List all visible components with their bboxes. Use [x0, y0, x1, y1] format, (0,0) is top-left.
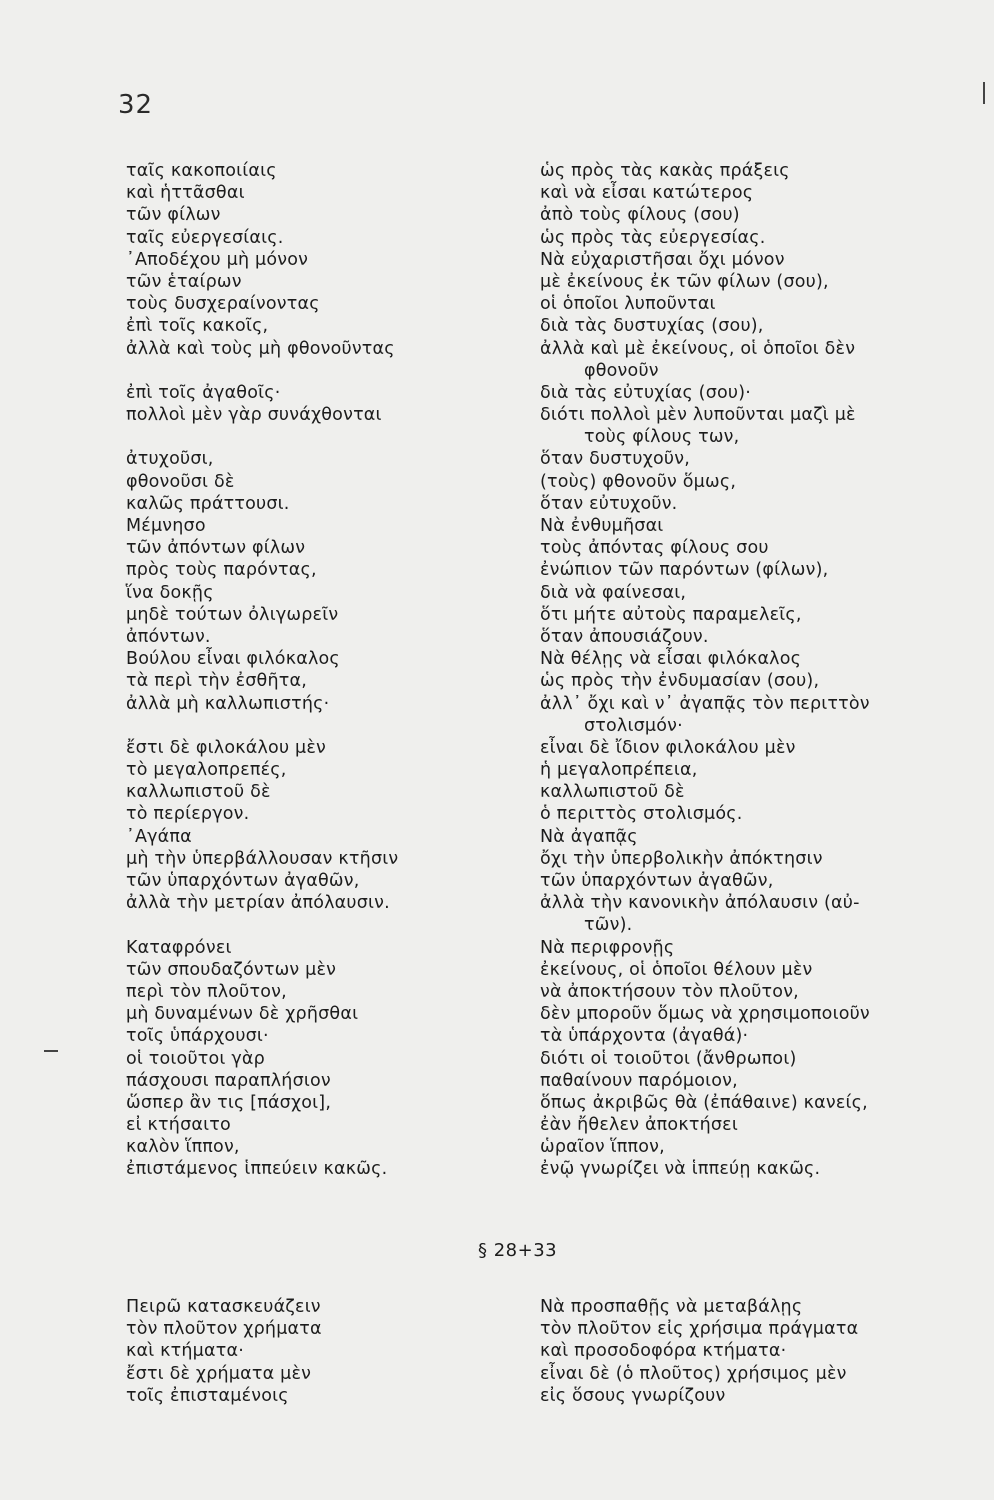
text-line: καὶ ἡττᾶσθαι [126, 183, 245, 204]
text-line: ἐπὶ τοῖς ἀγαθοῖς· [126, 382, 281, 403]
text-line: καλλωπιστοῦ δὲ [126, 782, 271, 803]
text-line: Νὰ προσπαθῇς νὰ μεταβάλῃς [540, 1297, 803, 1317]
text-line: τοῖς ἐπισταμένοις [126, 1385, 289, 1406]
text-line: ταῖς εὐεργεσίαις. [126, 227, 284, 248]
text-line: διότι πολλοὶ μὲν λυποῦνται μαζὶ μὲ [540, 405, 856, 426]
text-line: τοὺς φίλους των, [584, 427, 740, 448]
text-line: ὅταν εὐτυχοῦν. [540, 493, 678, 514]
text-line: δὲν μποροῦν ὅμως νὰ χρησιμοποιοῦν [540, 1004, 870, 1025]
text-line: (τοὺς) φθονοῦν ὅμως, [540, 471, 737, 492]
text-line: καὶ νὰ εἶσαι κατώτερος [540, 183, 754, 204]
text-line: τῶν ὑπαρχόντων ἀγαθῶν, [540, 871, 774, 891]
greek-text-column [126, 160, 546, 1181]
text-line: διὰ νὰ φαίνεσαι, [540, 582, 687, 603]
text-line: τὰ περὶ τὴν ἐσθῆτα, [126, 671, 307, 692]
text-line: τὰ ὑπάρχοντα (ἀγαθά)· [540, 1026, 749, 1047]
text-line: τοὺς ἀπόντας φίλους σου [540, 538, 769, 559]
text-line: ἀλλὰ μὴ καλλωπιστής· [126, 693, 330, 714]
text-line: πάσχουσι παραπλήσιον [126, 1070, 331, 1091]
text-line: ὡς πρὸς τὰς κακὰς πράξεις [540, 161, 790, 181]
text-line: ἐπὶ τοῖς κακοῖς, [126, 316, 269, 337]
text-line: πρὸς τοὺς παρόντας, [126, 560, 317, 581]
text-line: Νὰ ἀγαπᾷς [540, 826, 638, 847]
text-line: εἶναι δὲ ἴδιον φιλοκάλου μὲν [540, 737, 796, 758]
text-line: ὅταν δυστυχοῦν, [540, 449, 690, 470]
text-line: ἀλλ᾿ ὄχι καὶ ν᾿ ἀγαπᾷς τὸν περιττὸν [540, 693, 870, 714]
text-line: τῶν). [584, 915, 633, 936]
text-line: ὅτι μήτε αὐτοὺς παραμελεῖς, [540, 604, 802, 625]
text-line: Μέμνησο [126, 516, 206, 536]
text-line: ᾿Αποδέχου μὴ μόνον [126, 249, 309, 270]
text-line: τὸν πλοῦτον εἰς χρήσιμα πράγματα [540, 1319, 859, 1340]
text-line: Πειρῶ κατασκευάζειν [126, 1297, 321, 1317]
text-line: ᾿Αγάπα [126, 826, 192, 847]
text-line: τὸν πλοῦτον χρήματα [126, 1319, 322, 1340]
text-line: καλλωπιστοῦ δὲ [540, 782, 685, 803]
translation-column [540, 160, 960, 1181]
text-line: Καταφρόνει [126, 937, 232, 958]
text-line: εἰς ὅσους γνωρίζουν [540, 1385, 726, 1406]
greek-text-column-lower [126, 1296, 546, 1407]
text-line: διὰ τὰς εὐτυχίας (σου)· [540, 382, 752, 403]
text-line: νὰ ἀποκτήσουν τὸν πλοῦτον, [540, 981, 799, 1002]
text-line: παθαίνουν παρόμοιον, [540, 1070, 738, 1091]
text-line: ὁ περιττὸς στολισμός. [540, 804, 743, 825]
text-line: Νὰ θέλῃς νὰ εἶσαι φιλόκαλος [540, 649, 802, 670]
text-line: οἱ ὁποῖοι λυποῦνται [540, 294, 716, 315]
text-line: ἀπὸ τοὺς φίλους (σου) [540, 205, 740, 226]
text-line: ἵνα δοκῇς [126, 582, 214, 603]
text-line: εἰ κτήσαιτο [126, 1115, 231, 1136]
text-line: ταῖς κακοποιίαις [126, 161, 277, 181]
text-line: τῶν ὑπαρχόντων ἀγαθῶν, [126, 871, 360, 891]
text-line: Βούλου εἶναι φιλόκαλος [126, 649, 340, 670]
text-line: ἡ μεγαλοπρέπεια, [540, 760, 698, 781]
margin-mark-right [983, 82, 985, 104]
text-line: ἀτυχοῦσι, [126, 449, 214, 470]
text-line: ἐνῷ γνωρίζει νὰ ἱππεύῃ κακῶς. [540, 1159, 821, 1180]
text-line: στολισμόν· [584, 715, 683, 736]
text-line: Νὰ περιφρονῇς [540, 937, 675, 958]
text-line: ὡς πρὸς τὴν ἐνδυμασίαν (σου), [540, 671, 820, 692]
text-line: ἔστι δὲ φιλοκάλου μὲν [126, 737, 326, 758]
text-line: ἐὰν ἤθελεν ἀποκτήσει [540, 1115, 738, 1136]
text-line [126, 914, 546, 936]
margin-mark-left [44, 1050, 58, 1052]
text-line: ἔστι δὲ χρήματα μὲν [126, 1363, 312, 1384]
text-line: ὅταν ἀπουσιάζουν. [540, 626, 709, 647]
text-line: Νὰ εὐχαριστῆσαι ὄχι μόνον [540, 249, 785, 270]
text-line: περὶ τὸν πλοῦτον, [126, 981, 287, 1002]
text-line: ἀλλὰ τὴν μετρίαν ἀπόλαυσιν. [126, 893, 390, 914]
text-line: μὴ τὴν ὑπερβάλλουσαν κτῆσιν [126, 848, 399, 869]
text-line: πολλοὶ μὲν γὰρ συνάχθονται [126, 405, 382, 426]
text-line: τοῖς ὑπάρχουσι· [126, 1026, 269, 1047]
text-line: ἀπόντων. [126, 626, 211, 647]
text-line: φθονοῦσι δὲ [126, 471, 235, 492]
text-line: τοὺς δυσχεραίνοντας [126, 294, 320, 315]
text-line: ἐκείνους, οἱ ὁποῖοι θέλουν μὲν [540, 959, 813, 980]
text-line: ἀλλὰ καὶ μὲ ἐκείνους, οἱ ὁποῖοι δὲν [540, 338, 856, 359]
text-line: Νὰ ἐνθυμῆσαι [540, 516, 664, 536]
text-line: μὴ δυναμένων δὲ χρῆσθαι [126, 1004, 359, 1025]
text-line: ὥσπερ ἂν τις [πάσχοι], [126, 1092, 332, 1113]
text-line: τὸ περίεργον. [126, 804, 250, 825]
text-line: μηδὲ τούτων ὀλιγωρεῖν [126, 604, 339, 625]
text-line: ἐνώπιον τῶν παρόντων (φίλων), [540, 560, 829, 581]
text-line [126, 426, 546, 448]
text-line: εἶναι δὲ (ὁ πλοῦτος) χρήσιμος μὲν [540, 1363, 847, 1384]
text-line: τὸ μεγαλοπρεπές, [126, 760, 287, 781]
text-line: ἀλλὰ τὴν κανονικὴν ἀπόλαυσιν (αὐ- [540, 893, 860, 914]
text-line: καλῶς πράττουσι. [126, 493, 290, 514]
text-line: τῶν ἑταίρων [126, 271, 242, 292]
text-line [126, 715, 546, 737]
translation-column-lower [540, 1296, 960, 1407]
text-line: διὰ τὰς δυστυχίας (σου), [540, 316, 764, 337]
text-line: τῶν ἀπόντων φίλων [126, 538, 306, 559]
text-line: ὄχι τὴν ὑπερβολικὴν ἀπόκτησιν [540, 848, 823, 869]
text-line: τῶν φίλων [126, 205, 221, 226]
text-line: καλὸν ἵππον, [126, 1137, 240, 1158]
text-line: ἀλλὰ καὶ τοὺς μὴ φθονοῦντας [126, 338, 395, 359]
text-line: ὡς πρὸς τὰς εὐεργεσίας. [540, 227, 766, 248]
text-line: ὅπως ἀκριβῶς θὰ (ἐπάθαινε) κανείς, [540, 1092, 868, 1113]
section-heading: § 28+33 [478, 1240, 558, 1261]
page-number: 32 [118, 90, 154, 120]
text-line [126, 360, 546, 382]
text-line: οἱ τοιοῦτοι γὰρ [126, 1048, 265, 1069]
text-line: μὲ ἐκείνους ἐκ τῶν φίλων (σου), [540, 271, 829, 292]
text-line: καὶ προσοδοφόρα κτήματα· [540, 1341, 787, 1362]
text-line: τῶν σπουδαζόντων μὲν [126, 959, 337, 980]
text-line: καὶ κτήματα· [126, 1341, 244, 1362]
text-line: ὡραῖον ἵππον, [540, 1137, 665, 1158]
text-line: φθονοῦν [584, 360, 659, 381]
text-line: ἐπιστάμενος ἱππεύειν κακῶς. [126, 1159, 388, 1180]
text-line: διότι οἱ τοιοῦτοι (ἄνθρωποι) [540, 1048, 797, 1069]
